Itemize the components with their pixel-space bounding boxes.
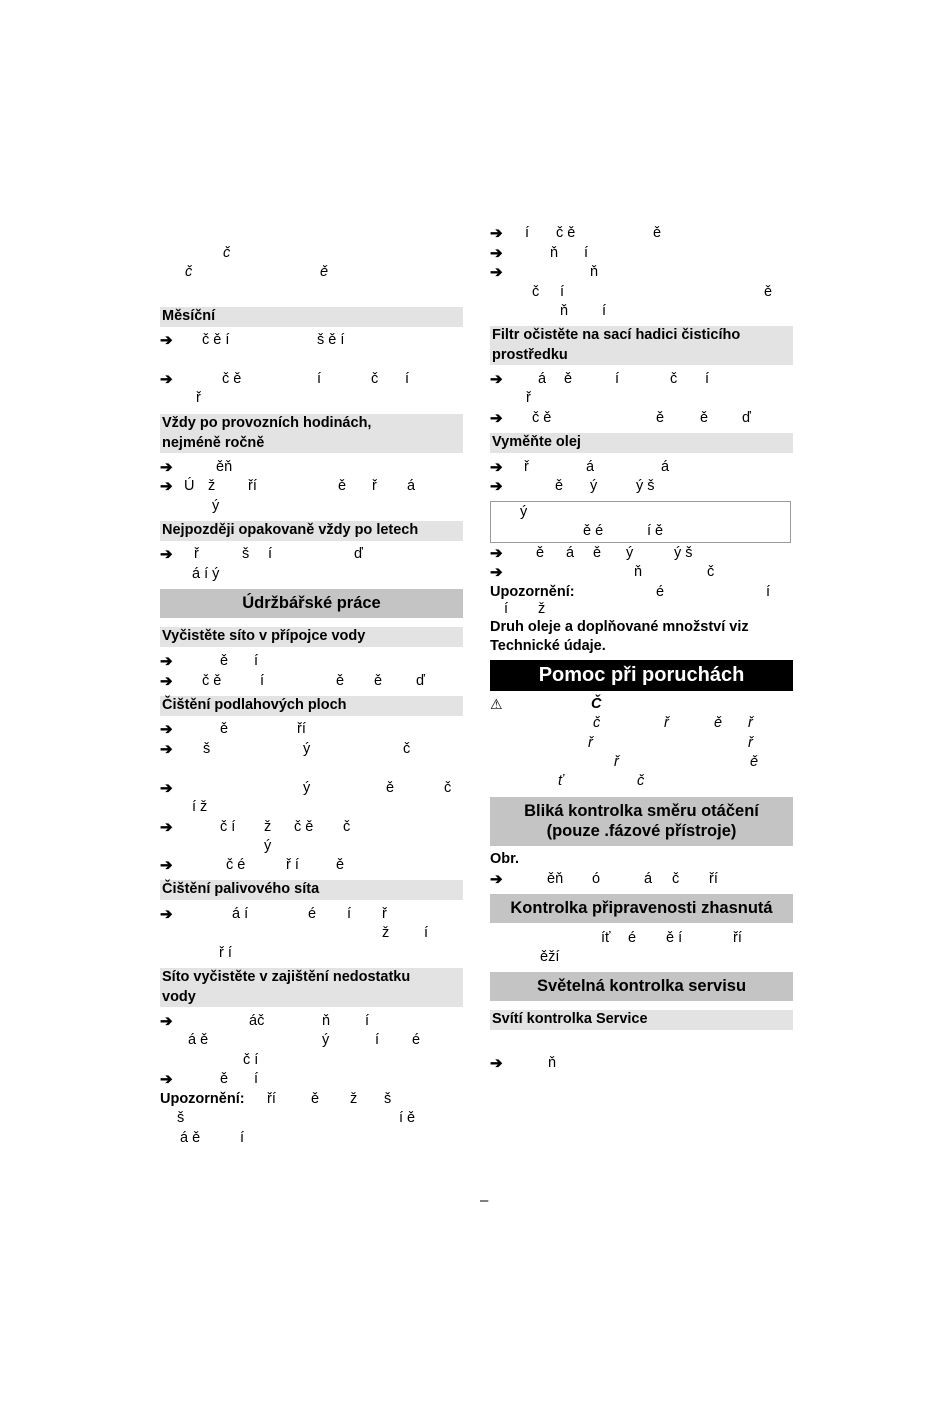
subheading-oil: Vyměňte olej — [490, 433, 793, 453]
text-fragment: č ě — [294, 819, 314, 835]
arrow-icon: ➔ — [490, 478, 503, 495]
text-fragment: ý — [264, 838, 272, 854]
text-fragment: č í — [220, 819, 236, 835]
arrow-icon: ➔ — [490, 459, 503, 476]
text-fragment: ň — [590, 264, 599, 280]
text-fragment: ď — [416, 673, 425, 689]
arrow-icon: ➔ — [160, 653, 173, 670]
text-fragment: ř — [382, 906, 387, 922]
text-fragment: č — [444, 780, 452, 796]
text-fragment: ě — [220, 721, 229, 737]
text-fragment: í — [317, 371, 322, 387]
text-fragment: ě — [338, 478, 347, 494]
text-fragment: č — [185, 264, 193, 280]
text-fragment: ž — [208, 478, 216, 494]
text-fragment: ě — [750, 754, 759, 770]
text-fragment: č — [670, 371, 678, 387]
text-fragment: ě — [336, 673, 345, 689]
text-fragment: ř í — [219, 945, 232, 961]
text-fragment: ří — [297, 721, 306, 737]
text-fragment: ě é — [583, 523, 604, 539]
text-fragment: é — [412, 1032, 421, 1048]
text-fragment: ě — [555, 478, 564, 494]
subheading-service: Svítí kontrolka Service — [490, 1010, 793, 1030]
text-fragment: é — [308, 906, 317, 922]
text-fragment: ý — [590, 478, 598, 494]
text-fragment: í — [254, 1071, 259, 1087]
arrow-icon: ➔ — [490, 545, 503, 562]
arrow-icon: ➔ — [160, 721, 173, 738]
subheading-monthly: Měsíční — [160, 307, 463, 327]
text-fragment: í ě — [647, 523, 664, 539]
subheading-sieve: Vyčistěte síto v přípojce vody — [160, 627, 463, 647]
text-fragment: í ž — [192, 799, 208, 815]
section-title-maintenance: Údržbářské práce — [160, 589, 463, 618]
text-fragment: č — [593, 715, 601, 731]
arrow-icon: ➔ — [490, 871, 503, 888]
arrow-icon: ➔ — [160, 819, 173, 836]
text-fragment: ř — [588, 735, 593, 751]
section-title-line: (pouze .fázové přístroje) — [546, 822, 737, 840]
text-fragment: ý — [520, 504, 528, 520]
text-fragment: í — [602, 303, 607, 319]
text-fragment: ř — [748, 715, 753, 731]
text-fragment: í — [504, 601, 509, 617]
subheading-filter — [490, 326, 793, 365]
text-fragment: š — [384, 1091, 392, 1107]
text-fragment: ň — [550, 245, 559, 261]
text-fragment: č — [371, 371, 379, 387]
subheading-yearly — [160, 414, 463, 453]
text-fragment: í — [424, 925, 429, 941]
text-fragment: ě — [656, 410, 665, 426]
text-fragment: č — [532, 284, 540, 300]
text-fragment: č — [672, 871, 680, 887]
text-fragment: ň — [634, 564, 643, 580]
text-fragment: ě — [700, 410, 709, 426]
text-fragment: ří — [248, 478, 257, 494]
arrow-icon: ➔ — [160, 459, 173, 476]
text-fragment: ř — [526, 390, 531, 406]
text-fragment: í — [525, 225, 530, 241]
text-fragment: č ě — [222, 371, 242, 387]
text-fragment: á — [586, 459, 595, 475]
arrow-icon: ➔ — [490, 1055, 503, 1072]
text-fragment: á — [661, 459, 670, 475]
section-title-line: Bliká kontrolka směru otáčení — [524, 802, 759, 820]
text-fragment: ě í — [666, 930, 683, 946]
arrow-icon: ➔ — [490, 245, 503, 262]
arrow-icon: ➔ — [160, 332, 173, 349]
text-fragment: ě — [593, 545, 602, 561]
text-fragment: ě — [564, 371, 573, 387]
subheading-line: Vždy po provozních hodinách, — [162, 415, 372, 431]
text-fragment: í — [375, 1032, 380, 1048]
text-fragment: č ě — [532, 410, 552, 426]
text-fragment: č — [403, 741, 411, 757]
text-fragment: í — [365, 1013, 370, 1029]
text-fragment: ě — [311, 1091, 320, 1107]
text-fragment: ě — [320, 264, 329, 280]
text-fragment: ó — [592, 871, 601, 887]
arrow-icon: ➔ — [160, 1071, 173, 1088]
text-fragment: á í ý — [192, 566, 220, 582]
text-fragment: č ě — [556, 225, 576, 241]
subheading-line: nejméně ročně — [162, 434, 265, 451]
text-fragment: ý — [626, 545, 634, 561]
subheading-line: prostředku — [492, 346, 568, 363]
text-fragment: ž — [350, 1091, 358, 1107]
text-fragment: ň — [560, 303, 569, 319]
text-fragment: ěží — [540, 949, 560, 965]
text-fragment: š — [242, 546, 250, 562]
text-fragment: č — [343, 819, 351, 835]
arrow-icon: ➔ — [160, 741, 173, 758]
text-fragment: ž — [264, 819, 272, 835]
text-fragment: ě — [386, 780, 395, 796]
text-fragment: ř — [664, 715, 669, 731]
arrow-icon: ➔ — [160, 780, 173, 797]
text-fragment: ě — [764, 284, 773, 300]
text-fragment: š ě í — [317, 332, 345, 348]
text-fragment: č í — [243, 1052, 259, 1068]
subheading-line: vody — [162, 988, 196, 1005]
text-fragment: á ě — [180, 1130, 201, 1146]
text-fragment: č — [223, 245, 231, 261]
text-fragment: ý š — [636, 478, 655, 494]
text-fragment: í — [405, 371, 410, 387]
bold-note-line: Technické údaje. — [490, 638, 606, 654]
text-fragment: í — [254, 653, 259, 669]
arrow-icon: ➔ — [160, 906, 173, 923]
text-fragment: ď — [742, 410, 751, 426]
text-fragment: ý š — [674, 545, 693, 561]
arrow-icon: ➔ — [160, 673, 173, 690]
text-fragment: ř — [614, 754, 619, 770]
arrow-icon: ➔ — [490, 371, 503, 388]
text-fragment: ěň — [547, 871, 564, 887]
text-fragment: í — [584, 245, 589, 261]
text-fragment: á í — [232, 906, 249, 922]
section-title-ready: Kontrolka připravenosti zhasnutá — [490, 894, 793, 923]
section-title-blink — [490, 797, 793, 846]
text-fragment: á — [644, 871, 653, 887]
text-fragment: é — [656, 584, 665, 600]
text-fragment: ž — [538, 601, 546, 617]
text-fragment: Č — [591, 696, 602, 712]
text-fragment: ě — [220, 653, 229, 669]
arrow-icon: ➔ — [160, 371, 173, 388]
text-fragment: č — [637, 773, 645, 789]
text-fragment: íť — [601, 930, 611, 946]
text-fragment: í — [240, 1130, 245, 1146]
text-fragment: ě — [220, 1071, 229, 1087]
text-fragment: ý — [322, 1032, 330, 1048]
text-fragment: ž — [382, 925, 390, 941]
text-fragment: ň — [322, 1013, 331, 1029]
note-label: Upozornění: — [490, 584, 575, 600]
arrow-icon: ➔ — [160, 857, 173, 874]
text-fragment: ý — [212, 498, 220, 514]
text-fragment: á — [538, 371, 547, 387]
text-fragment: ď — [354, 546, 363, 562]
arrow-icon: ➔ — [490, 264, 503, 281]
text-fragment: ř — [196, 390, 201, 406]
text-fragment: á ě — [188, 1032, 209, 1048]
text-fragment: ř — [372, 478, 377, 494]
text-fragment: Ú — [184, 478, 195, 494]
text-fragment: í — [615, 371, 620, 387]
text-fragment: č é — [226, 857, 246, 873]
text-fragment: ě — [374, 673, 383, 689]
text-fragment: ň — [548, 1055, 557, 1071]
text-fragment: í — [260, 673, 265, 689]
text-fragment: á — [407, 478, 416, 494]
text-fragment: š — [203, 741, 211, 757]
text-fragment: ěň — [216, 459, 233, 475]
text-fragment: í — [347, 906, 352, 922]
text-fragment: í — [766, 584, 771, 600]
text-fragment: ří — [267, 1091, 276, 1107]
text-fragment: ř í — [286, 857, 299, 873]
text-fragment: č ě í — [202, 332, 230, 348]
text-fragment: ý — [303, 741, 311, 757]
text-fragment: í — [560, 284, 565, 300]
subheading-fuel: Čištění palivového síta — [160, 880, 463, 900]
arrow-icon: ➔ — [490, 410, 503, 427]
info-box — [490, 501, 791, 543]
arrow-icon: ➔ — [160, 478, 173, 495]
text-fragment: ří — [733, 930, 742, 946]
text-fragment: ř — [524, 459, 529, 475]
text-fragment: ě — [536, 545, 545, 561]
text-fragment: í — [268, 546, 273, 562]
text-fragment: ť — [558, 773, 564, 789]
subheading-line: Síto vyčistěte v zajištění nedostatku — [162, 969, 411, 985]
text-fragment: ř — [748, 735, 753, 751]
note-label: Upozornění: — [160, 1091, 245, 1107]
text-fragment: ý — [303, 780, 311, 796]
subheading-repeated: Nejpozději opakovaně vždy po letech — [160, 521, 463, 541]
page-number: – — [480, 1192, 489, 1209]
arrow-icon: ➔ — [160, 546, 173, 563]
section-title-service: Světelná kontrolka servisu — [490, 972, 793, 1001]
text-fragment: í ě — [399, 1110, 416, 1126]
arrow-icon: ➔ — [490, 225, 503, 242]
text-fragment: ě — [653, 225, 662, 241]
text-fragment: á — [566, 545, 575, 561]
text-fragment: áč — [249, 1013, 265, 1029]
text-fragment: ř — [194, 546, 199, 562]
arrow-icon: ➔ — [160, 1013, 173, 1030]
figure-ref: Obr. — [490, 851, 520, 867]
text-fragment: č — [707, 564, 715, 580]
bold-note-line: Druh oleje a doplňované množství viz — [490, 619, 749, 635]
warning-triangle-icon: ⚠ — [490, 696, 503, 712]
text-fragment: é — [628, 930, 637, 946]
text-fragment: š — [177, 1110, 185, 1126]
text-fragment: í — [705, 371, 710, 387]
text-fragment: ě — [714, 715, 723, 731]
text-fragment: ří — [709, 871, 718, 887]
text-fragment: ě — [336, 857, 345, 873]
subheading-floor: Čištění podlahových ploch — [160, 696, 463, 716]
subheading-line: Filtr očistěte na sací hadici čisticího — [492, 327, 741, 343]
arrow-icon: ➔ — [490, 564, 503, 581]
subheading-lowwater — [160, 968, 463, 1007]
text-fragment: č ě — [202, 673, 222, 689]
chapter-title: Pomoc při poruchách — [490, 660, 793, 691]
